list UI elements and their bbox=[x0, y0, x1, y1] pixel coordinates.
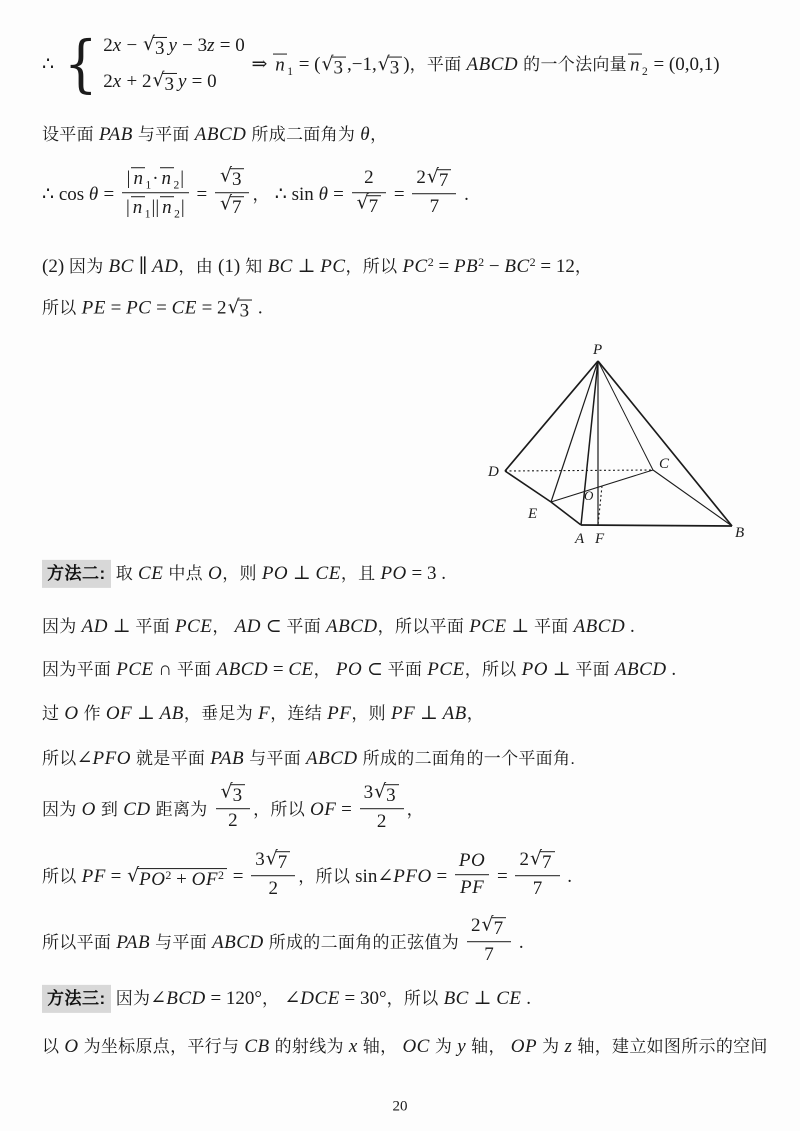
coordinate-setup-line: 以 O 为坐标原点，平行与 CB 的射线为 x 轴， OC 为 y 轴， OP 为 z 轴，建立如图所示的空间 bbox=[42, 1036, 768, 1058]
edge-AB bbox=[581, 525, 732, 526]
edge-DC-dashed bbox=[505, 470, 653, 471]
vertex-label-f: F bbox=[595, 531, 605, 547]
ad-perp-pce-line: 因为 AD ⊥ 平面 PCE， AD ⊂ 平面 ABCD，所以平面 PCE ⊥ 平面 ABCD . bbox=[42, 616, 635, 638]
edge-PC bbox=[598, 361, 653, 470]
vertex-label-p: P bbox=[593, 342, 603, 358]
angle-pfo-line: 所以∠PFO 就是平面 PAB 与平面 ABCD 所成的二面角的一个平面角. bbox=[42, 748, 576, 770]
pyramid-figure bbox=[460, 340, 778, 552]
vertex-label-d: D bbox=[488, 464, 499, 480]
edge-EA bbox=[551, 502, 581, 525]
method2-heading-line: 方法二: 取 CE 中点 O，则 PO ⊥ CE，且 PO = 3 . bbox=[42, 560, 446, 588]
dihedral-setup-line: 设平面 PAB 与平面 ABCD 所成二面角为 θ， bbox=[42, 124, 388, 146]
edge-PB bbox=[598, 361, 732, 526]
pf-sin-pfo-line: 所以 PF = √ $PO^2 + OF^2$ = 3 √ 7 2 ，所以 sin∠PFO = $\frac{PO}{PF}$ = 2 √ 7 7 . bbox=[42, 847, 572, 900]
distance-of-line: 因为 O 到 CD 距离为 √ 3 2 ，所以 OF = 3 √ 3 2 ， bbox=[42, 779, 424, 833]
part2-start-line: (2) 因为 BC ∥ AD，由 (1) 知 BC ⊥ PC，所以 $PC^2 = PB^2 - BC^2 = 12$， bbox=[42, 254, 593, 278]
pe-pc-ce-line: 所以 PE = PC = CE = 2 √ 3 . bbox=[42, 295, 263, 322]
page-number: 20 bbox=[392, 1098, 408, 1115]
cos-sin-theta-line: ∴ cos θ = | n $_1$ · n $_2$ | | n $_1$ || n $_2$ | = √ 3 √ 7 ， ∴ sin θ = 2 √ 7 = 2 √ 7 7 . bbox=[42, 164, 469, 221]
vertex-label-e: E bbox=[528, 506, 538, 522]
point-label-o: O bbox=[584, 488, 594, 503]
edge-PD bbox=[505, 361, 598, 471]
conclusion-sine-line: 所以平面 PAB 与平面 ABCD 所成的二面角的正弦值为 2 √ 7 7 . bbox=[42, 913, 524, 966]
plane-intersection-line: 因为平面 PCE ∩ 平面 ABCD = CE， PO ⊂ 平面 PCE，所以 PO ⊥ 平面 ABCD . bbox=[42, 659, 677, 681]
edge-DE bbox=[505, 471, 551, 502]
segment-EC bbox=[551, 470, 653, 502]
of-perp-ab-line: 过 O 作 OF ⊥ AB，垂足为 F，连结 PF，则 PF ⊥ AB， bbox=[42, 703, 485, 725]
equation-system-line: ∴ { 2x − √ 3 y − 3z = 0 2x + 2 √ 3 y = 0 ⇒ n $_1$ = ( √ 3 ,−1, √ 3 )，平面 ABCD 的一个法向量 n $_2$ = (0,0,1) bbox=[42, 27, 720, 101]
vertex-label-a: A bbox=[575, 531, 585, 547]
vertex-label-c: C bbox=[659, 456, 670, 472]
method3-heading-line: 方法三: 因为∠BCD = 120°， ∠DCE = 30°，所以 BC ⊥ CE . bbox=[42, 985, 531, 1013]
vertex-label-b: B bbox=[735, 525, 745, 541]
